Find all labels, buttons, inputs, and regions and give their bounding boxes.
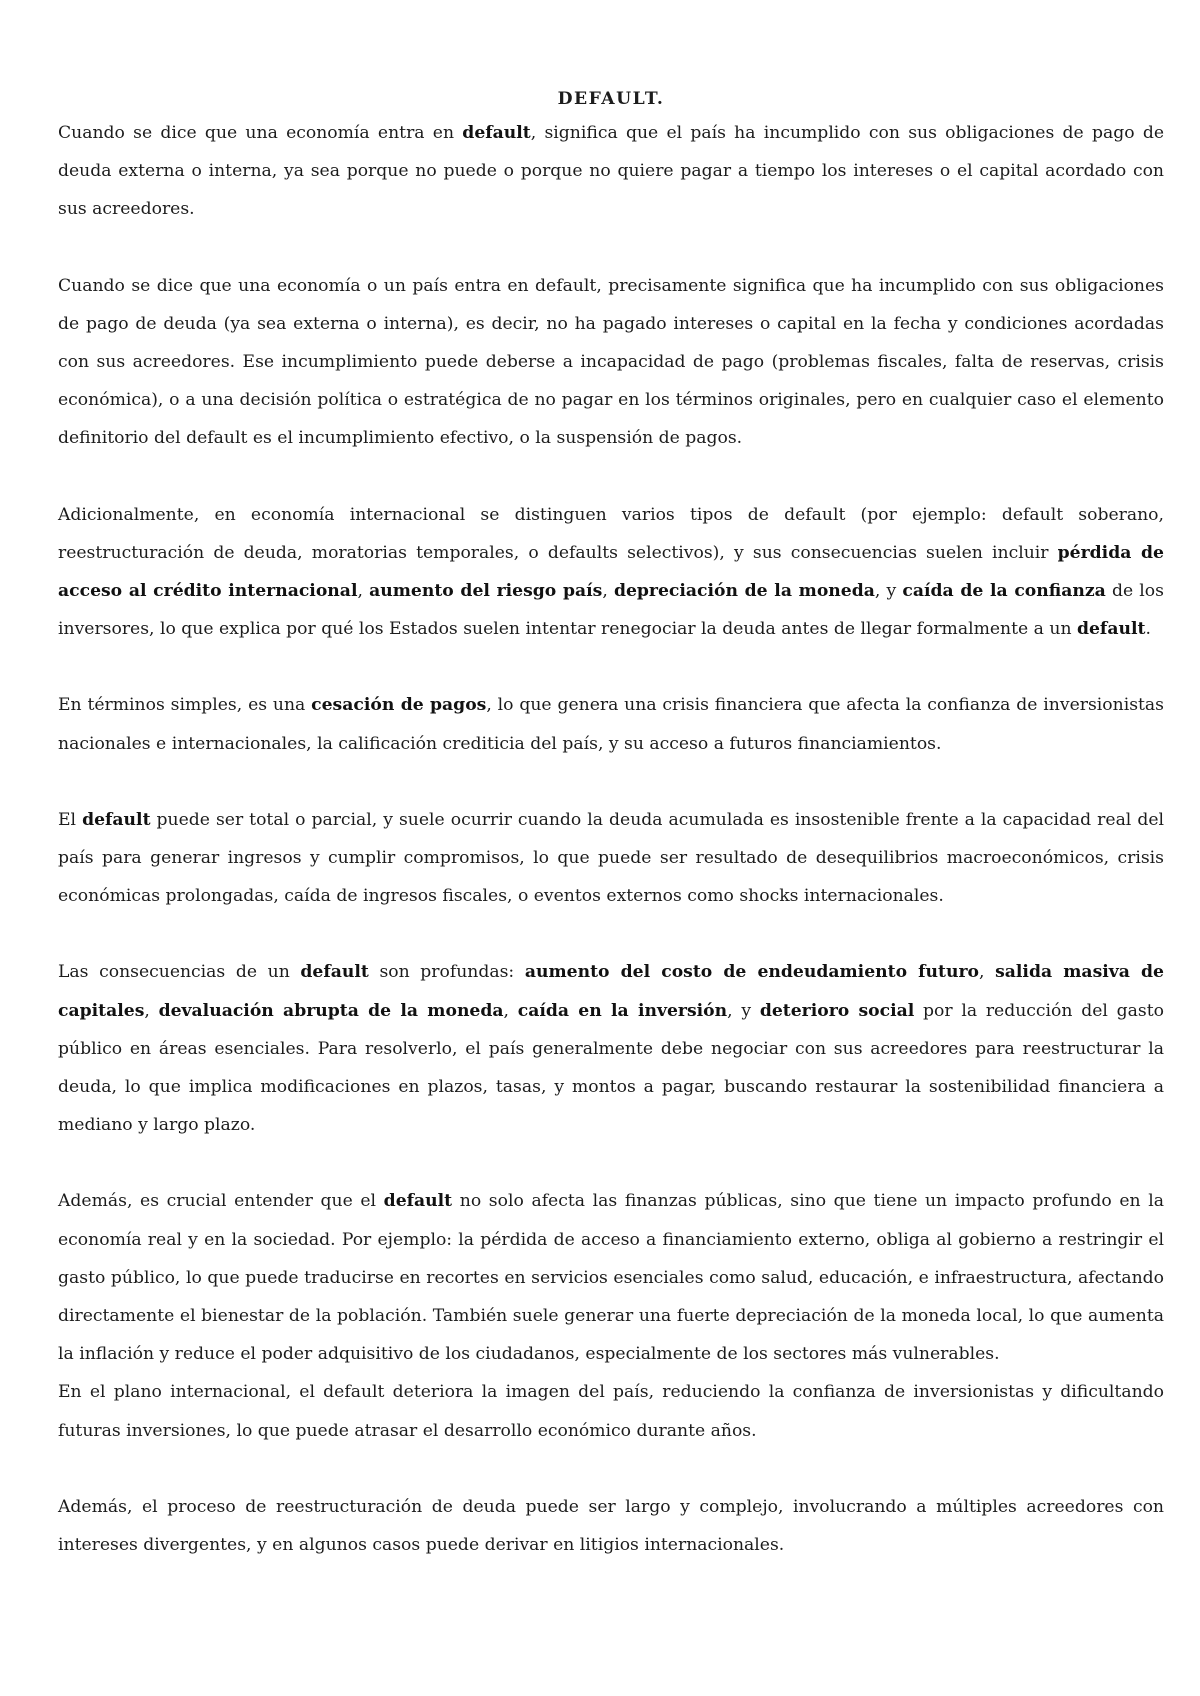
bold-term: depreciación de la moneda bbox=[613, 581, 875, 602]
text-run: , lo que genera una crisis financiera que afecta la confianza de inversionistas nacionales e internacionales, la calificación crediticia del país, y su acceso a futuros financiamientos. bbox=[58, 695, 1164, 754]
text-run: En el plano internacional, el default deteriora la imagen del país, reduciendo la confianza de inversionistas y dificultando futuras inversiones, lo que puede atrasar el desarrollo económico durante años. bbox=[58, 1382, 1164, 1441]
bold-term: default bbox=[1076, 619, 1146, 640]
text-run: de los inversores, lo que explica por qué los Estados suelen intentar renegociar la deuda antes de llegar formalmente a un bbox=[58, 581, 1164, 640]
text-run: , bbox=[144, 1000, 159, 1021]
bold-term: aumento del costo de endeudamiento futuro bbox=[524, 962, 980, 983]
paragraph-2 bbox=[58, 267, 1164, 458]
text-run: Las consecuencias de un bbox=[58, 962, 301, 983]
text-run: puede ser total o parcial, y suele ocurrir cuando la deuda acumulada es insostenible frente a la capacidad real del país para generar ingresos y cumplir compromisos, lo que puede ser resultado de desequilibrios macroeconómicos, crisis económicas prolongadas, caída de ingresos fiscales, o eventos externos como shocks internacionales. bbox=[58, 809, 1164, 907]
bold-term: caída en la inversión bbox=[517, 1000, 728, 1021]
bold-term: pérdida de acceso al crédito internacional bbox=[58, 542, 1164, 602]
text-run: , y bbox=[727, 1000, 760, 1021]
paragraph-6 bbox=[58, 953, 1164, 1144]
bold-term: default bbox=[82, 809, 151, 830]
text-run: Cuando se dice que una economía o un país entra en default, precisamente significa que ha incumplido con sus obligaciones de pago de deuda (ya sea externa o interna), es decir, no ha pagado intereses o capital en la fecha y condiciones acordadas con sus acreedores. Ese incumplimiento puede deberse a incapacidad de pago (problemas fiscales, falta de reservas, crisis económica), o a una decisión política o estratégica de no pagar en los términos originales, pero en cualquier caso el elemento definitorio del default es el incumplimiento efectivo, o la suspensión de pagos. bbox=[58, 275, 1164, 449]
text-run: Además, el proceso de reestructuración de deuda puede ser largo y complejo, involucrando a múltiples acreedores con intereses divergentes, y en algunos casos puede derivar en litigios internacionales. bbox=[58, 1496, 1164, 1556]
text-run: no solo afecta las finanzas públicas, sino que tiene un impacto profundo en la economía real y en la sociedad. Por ejemplo: la pérdida de acceso a financiamiento externo, obliga al gobierno a restringir el gasto público, lo que puede traducirse en recortes en servicios esenciales como salud, educación, e infraestructura, afectando directamente el bienestar de la población. También suele generar una fuerte depreciación de la moneda local, lo que aumenta la inflación y reduce el poder adquisitivo de los ciudadanos, especialmente de los sectores más vulnerables. bbox=[58, 1191, 1164, 1365]
text-run: , y bbox=[874, 581, 903, 602]
text-run: Cuando se dice que una economía entra en bbox=[58, 123, 463, 143]
text-run: , bbox=[357, 581, 370, 602]
paragraph-7 bbox=[58, 1182, 1164, 1373]
bold-term: default bbox=[383, 1191, 453, 1212]
bold-term: salida masiva de capitales bbox=[58, 962, 1164, 1021]
bold-term: deterioro social bbox=[759, 1000, 915, 1021]
text-run: , bbox=[979, 962, 996, 983]
bold-term: aumento del riesgo país bbox=[369, 581, 603, 602]
bold-term: caída de la confianza bbox=[902, 581, 1106, 602]
bold-term: cesación de pagos bbox=[311, 695, 487, 716]
text-run: por la reducción del gasto público en áreas esenciales. Para resolverlo, el país generalmente debe negociar con sus acreedores para reestructurar la deuda, lo que implica modificaciones en plazos, tasas, y montos a pagar, buscando restaurar la sostenibilidad financiera a mediano y largo plazo. bbox=[58, 1000, 1164, 1136]
text-run: son profundas: bbox=[368, 962, 525, 983]
document-title: DEFAULT. bbox=[557, 89, 665, 109]
paragraph-9 bbox=[58, 1488, 1164, 1564]
text-run: , significa que el país ha incumplido con sus obligaciones de pago de deuda externa o interna, ya sea porque no puede o porque no quiere pagar a tiempo los intereses o el capital acordado con sus acreedores. bbox=[58, 123, 1165, 220]
bold-term: default bbox=[462, 123, 531, 143]
text-run: Además, es crucial entender que el bbox=[58, 1191, 384, 1212]
paragraph-1 bbox=[58, 114, 1164, 229]
bold-term: devaluación abrupta de la moneda bbox=[158, 1000, 504, 1021]
paragraph-3 bbox=[58, 496, 1164, 649]
text-run: En términos simples, es una bbox=[58, 695, 312, 716]
text-run: . bbox=[1145, 619, 1151, 640]
paragraph-8 bbox=[58, 1373, 1164, 1449]
bold-term: default bbox=[300, 962, 369, 983]
paragraph-4 bbox=[58, 686, 1164, 762]
document-page bbox=[58, 84, 1164, 1564]
text-run: Adicionalmente, en economía internacional se distinguen varios tipos de default (por ejemplo: default soberano, reestructuración de deuda, moratorias temporales, o defaults selectivos), y sus consecuencias suelen incluir bbox=[58, 504, 1164, 563]
text-run: , bbox=[503, 1000, 518, 1021]
text-run: , bbox=[602, 581, 614, 602]
paragraph-5 bbox=[58, 801, 1164, 916]
text-run: El bbox=[58, 809, 83, 830]
